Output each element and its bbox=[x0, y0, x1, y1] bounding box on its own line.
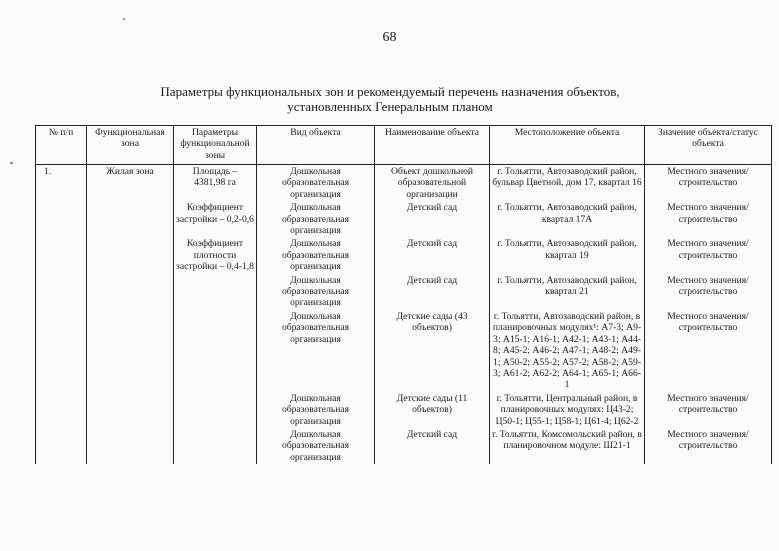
object-location: г. Тольятти, Автозаводский район, бульвар Цветной, дом 17, квартал 16 bbox=[490, 165, 645, 202]
object-location: г. Тольятти, Автозаводский район, квартал 17А bbox=[490, 201, 645, 237]
object-name: Детский сад bbox=[375, 274, 490, 310]
object-type: Дошкольная образовательная организация bbox=[257, 165, 375, 202]
functional-zones-table bbox=[35, 125, 772, 464]
scan-speck bbox=[10, 162, 13, 164]
table-row bbox=[36, 428, 772, 464]
column-header-object-type: Вид объекта bbox=[257, 126, 375, 165]
table-row bbox=[36, 274, 772, 310]
document-title bbox=[120, 84, 660, 114]
column-header-zone: Функциональная зона bbox=[87, 126, 174, 165]
zone-param-area: Площадь – 4381,98 га bbox=[174, 165, 257, 202]
table-header-row bbox=[36, 126, 772, 165]
zone-number: 1. bbox=[36, 165, 87, 202]
object-location: г. Тольятти, Комсомольский район, в планировочном модуле: Ш21-1 bbox=[490, 428, 645, 464]
scan-speck bbox=[123, 18, 125, 20]
object-type: Дошкольная образовательная организация bbox=[257, 392, 375, 428]
object-location: г. Тольятти, Автозаводский район, квартал 19 bbox=[490, 237, 645, 273]
column-header-status: Значение объекта/статус объекта bbox=[645, 126, 772, 165]
object-name: Детские сады (11 объектов) bbox=[375, 392, 490, 428]
page-number: 68 bbox=[382, 30, 397, 45]
object-name: Объект дошкольной образовательной организации bbox=[375, 165, 490, 202]
object-name: Детский сад bbox=[375, 428, 490, 464]
object-status: Местного значения/ строительство bbox=[645, 310, 772, 392]
object-type: Дошкольная образовательная организация bbox=[257, 310, 375, 392]
column-header-location: Местоположение объекта bbox=[490, 126, 645, 165]
table-row bbox=[36, 165, 772, 202]
object-name: Детский сад bbox=[375, 237, 490, 273]
object-type: Дошкольная образовательная организация bbox=[257, 201, 375, 237]
object-type: Дошкольная образовательная организация bbox=[257, 274, 375, 310]
object-status: Местного значения/ строительство bbox=[645, 274, 772, 310]
object-name: Детские сады (43 объектов) bbox=[375, 310, 490, 392]
object-location: г. Тольятти, Автозаводский район, квартал 21 bbox=[490, 274, 645, 310]
object-status: Местного значения/ строительство bbox=[645, 392, 772, 428]
object-name: Детский сад bbox=[375, 201, 490, 237]
zone-name: Жилая зона bbox=[87, 165, 174, 202]
document-title-line-2: установленных Генеральным планом bbox=[287, 99, 493, 114]
object-type: Дошкольная образовательная организация bbox=[257, 428, 375, 464]
column-header-object-name: Наименование объекта bbox=[375, 126, 490, 165]
zone-param-density: Коэффициент плотности застройки – 0,4-1,8 bbox=[174, 237, 257, 309]
object-status: Местного значения/ строительство bbox=[645, 428, 772, 464]
table-row bbox=[36, 237, 772, 273]
object-status: Местного значения/ строительство bbox=[645, 237, 772, 273]
object-type: Дошкольная образовательная организация bbox=[257, 237, 375, 273]
zone-param-coverage: Коэффициент застройки – 0,2-0,6 bbox=[174, 201, 257, 237]
table-row bbox=[36, 392, 772, 428]
table-row bbox=[36, 310, 772, 392]
object-status: Местного значения/ строительство bbox=[645, 201, 772, 237]
object-status: Местного значения/ строительство bbox=[645, 165, 772, 202]
object-location: г. Тольятти, Центральный район, в планировочных модулях: Ц43-2; Ц50-1; Ц55-1; Ц58-1; Ц61-4; Ц62-2 bbox=[490, 392, 645, 428]
column-header-parameters: Параметры функциональной зоны bbox=[174, 126, 257, 165]
document-title-line-1: Параметры функциональных зон и рекомендуемый перечень назначения объектов, bbox=[160, 84, 620, 99]
table-row bbox=[36, 201, 772, 237]
object-location: г. Тольятти, Автозаводский район, в планировочных модулях¹: А7-3; А9-3; А15-1; А16-1; А42-1; А43-1; А44-8; А45-2; А46-2; А47-1; А48-2; А49-1; А50-2; А55-2; А57-2; А58-2; А59-3; А61-2; А62-2; А64-1; А65-1; А66-1 bbox=[490, 310, 645, 392]
column-header-number: № п/п bbox=[36, 126, 87, 165]
